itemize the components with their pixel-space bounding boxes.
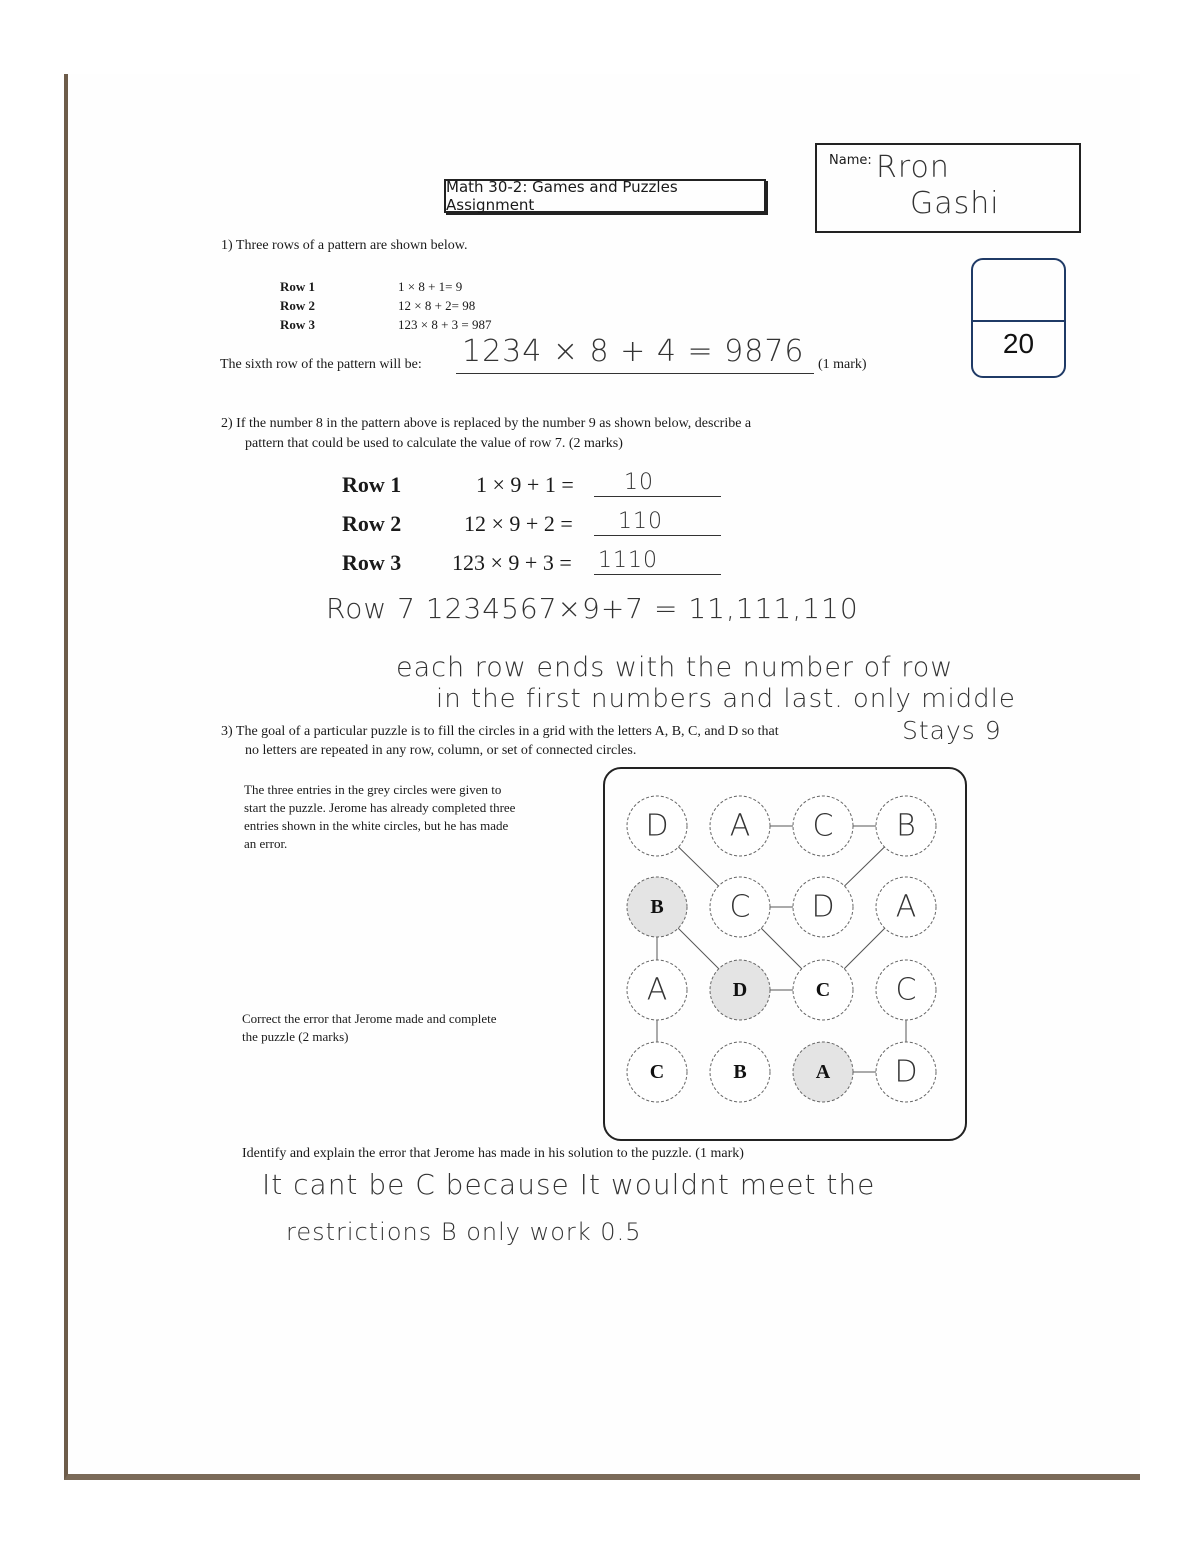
score-value: 20 [1002, 328, 1035, 359]
q3-intro-line2: start the puzzle. Jerome has already completed three [244, 800, 516, 815]
q1-row3-label: Row 3 [280, 317, 316, 332]
score-divider [973, 320, 1064, 322]
q2-explain-line2: in the first numbers and last. only middle [436, 684, 1016, 714]
q2-row3-line [594, 573, 721, 575]
q2-prompt-line1: 2) If the number 8 in the pattern above is replaced by the number 9 as shown below, describe a [221, 416, 752, 431]
student-name-first: Rron [876, 150, 950, 185]
q1-row2-expr: 12 × 8 + 2= 98 [398, 298, 476, 313]
q3-correct-line2: the puzzle (2 marks) [242, 1029, 349, 1044]
puzzle-letter-1-1: C [729, 889, 751, 925]
puzzle-letter-2-1: D [732, 979, 748, 1001]
q2-row7-answer: Row 7 1234567×9+7 = 11,111,110 [326, 592, 859, 625]
q2-row1-label: Row 1 [342, 472, 402, 497]
puzzle-grid [603, 767, 967, 1141]
score-box [971, 258, 1066, 378]
q2-row1-line [594, 495, 721, 497]
q2-row2-expr: 12 × 9 + 2 = [464, 511, 573, 536]
q2-explain-line3: Stays 9 [902, 716, 1002, 745]
q1-sixth-answer: 1234 × 8 + 4 = 9876 [462, 334, 805, 369]
q1-marks: (1 mark) [818, 357, 867, 372]
puzzle-letter-0-3: B [896, 808, 916, 844]
puzzle-letter-3-0: C [649, 1061, 665, 1083]
q3-answer-line2: restrictions B only work 0.5 [286, 1218, 642, 1246]
q1-sixth-prompt: The sixth row of the pattern will be: [220, 357, 422, 372]
puzzle-letter-2-0: A [646, 972, 668, 1008]
puzzle-letter-0-0: D [645, 808, 669, 844]
q1-prompt: 1) Three rows of a pattern are shown below. [221, 238, 468, 253]
puzzle-letter-2-2: C [815, 979, 831, 1001]
q3-intro-line3: entries shown in the white circles, but he has made [244, 818, 509, 833]
q2-row3-answer: 1110 [598, 548, 658, 573]
puzzle-letter-3-1: B [733, 1061, 747, 1083]
q3-correct-line1: Correct the error that Jerome made and complete [242, 1011, 497, 1026]
student-name-last: Gashi [910, 186, 1000, 221]
q2-row2-answer: 110 [618, 509, 663, 534]
q3-intro-line1: The three entries in the grey circles were given to [244, 782, 502, 797]
q2-row1-answer: 10 [624, 470, 654, 495]
q1-row1-label: Row 1 [280, 279, 316, 294]
puzzle-letter-1-2: D [811, 889, 835, 925]
assignment-title: Math 30-2: Games and Puzzles Assignment [444, 179, 766, 213]
q3-answer-line1: It cant be C because It wouldnt meet the [262, 1168, 876, 1201]
q3-identify-prompt: Identify and explain the error that Jerome has made in his solution to the puzzle. (1 mark) [242, 1146, 744, 1161]
q2-row2-line [594, 534, 721, 536]
q3-intro-line4: an error. [244, 836, 288, 851]
puzzle-letter-3-2: A [815, 1061, 831, 1083]
q2-prompt-line2: pattern that could be used to calculate the value of row 7. (2 marks) [245, 436, 623, 451]
q1-row3-expr: 123 × 8 + 3 = 987 [398, 317, 492, 332]
q1-row2-label: Row 2 [280, 298, 316, 313]
q1-answer-line [456, 372, 814, 374]
puzzle-letter-0-2: C [812, 808, 834, 844]
puzzle-letter-2-3: C [895, 972, 917, 1008]
name-label: Name: [829, 153, 872, 168]
q2-row1-expr: 1 × 9 + 1 = [476, 472, 574, 497]
q3-prompt-line1: 3) The goal of a particular puzzle is to fill the circles in a grid with the letters A, B, C, and D so that [221, 724, 779, 739]
puzzle-letter-1-3: A [895, 889, 917, 925]
q1-row1-expr: 1 × 8 + 1= 9 [398, 279, 463, 294]
q2-row3-expr: 123 × 9 + 3 = [452, 550, 572, 575]
puzzle-letter-1-0: B [650, 896, 664, 918]
q2-explain-line1: each row ends with the number of row [396, 652, 954, 683]
puzzle-letter-3-3: D [894, 1054, 918, 1090]
puzzle-letter-0-1: A [729, 808, 751, 844]
q2-row2-label: Row 2 [342, 511, 402, 536]
q3-prompt-line2: no letters are repeated in any row, column, or set of connected circles. [245, 743, 637, 758]
q2-row3-label: Row 3 [342, 550, 402, 575]
